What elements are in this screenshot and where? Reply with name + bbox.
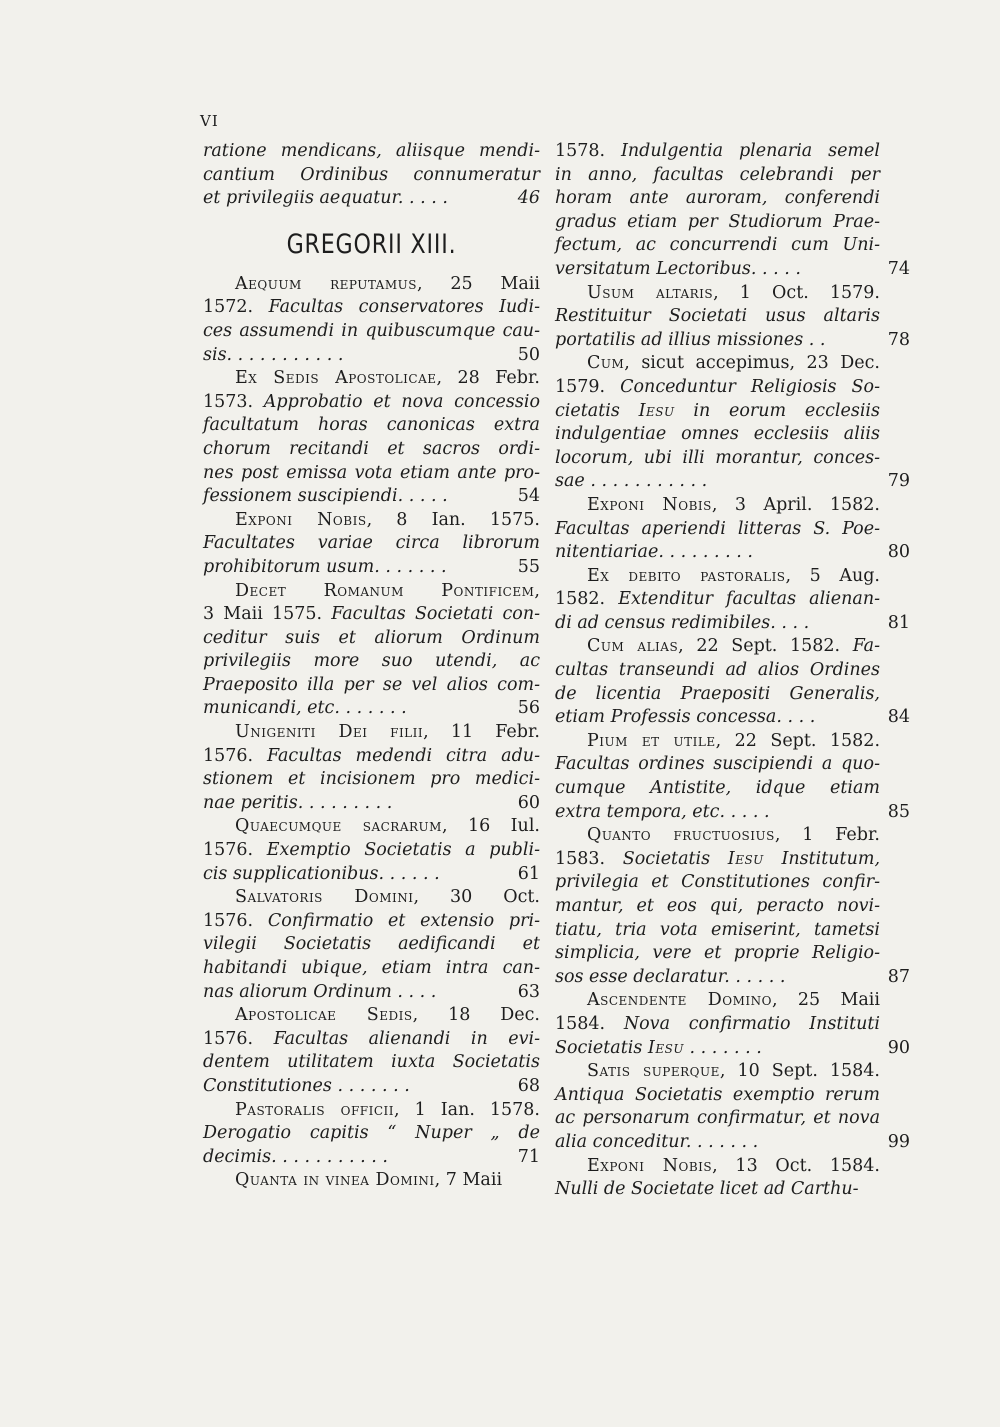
incipit-words: Cum alias	[587, 636, 679, 657]
line-text: 3 Maii 1575. Facultas Societati con-	[203, 604, 541, 625]
line-text: horam ante auroram, conferendi	[555, 188, 880, 209]
text-line	[203, 296, 540, 320]
text-line	[203, 697, 540, 721]
entry-incipit	[203, 367, 540, 391]
incipit-date: , 22 Sept. 1582.	[678, 636, 853, 657]
text-line	[555, 518, 880, 542]
text-line	[555, 753, 880, 777]
page-reference: 87	[887, 966, 910, 987]
line-text: cumque Antistite, idque etiam	[555, 778, 880, 799]
incipit-date: , sicut accepimus, 23 Dec.	[624, 353, 880, 374]
text-line	[555, 234, 880, 258]
text-line	[555, 801, 910, 825]
index-entry	[203, 367, 540, 509]
text-line: et privilegiis aequatur. . . . . 46	[203, 187, 540, 211]
incipit-words: Decet Romanum Pontificem	[235, 580, 535, 601]
line-text: fessionem suscipiendi. . . . .	[203, 486, 448, 507]
index-entry	[555, 494, 910, 565]
text-line	[203, 344, 540, 368]
incipit-words: Exponi Nobis	[587, 1155, 713, 1176]
text-line	[555, 683, 880, 707]
line-text: Restituitur Societati usus altaris	[555, 306, 880, 327]
entry-incipit	[203, 721, 540, 745]
line-text: stionem et incisionem pro medici-	[203, 769, 540, 790]
line-text: etiam Professis concessa. . . .	[555, 707, 816, 728]
text-line	[203, 839, 540, 863]
page-reference: 85	[887, 801, 910, 822]
incipit-words: Unigeniti Dei filii	[235, 722, 424, 743]
page-reference: 74	[887, 258, 910, 279]
text-line	[555, 305, 880, 329]
index-entry	[203, 509, 540, 580]
text-line	[203, 1075, 540, 1099]
incipit-words: Usum altaris	[587, 282, 714, 303]
right-entries	[555, 282, 910, 1202]
page-reference: 50	[517, 344, 540, 365]
entry-incipit	[203, 1169, 540, 1193]
incipit-words: Apostolicae Sedis	[235, 1005, 413, 1026]
line-text: Derogatio capitis “ Nuper „ de	[203, 1123, 540, 1144]
page-reference: 71	[517, 1146, 540, 1167]
line-text: in anno, facultas celebrandi per	[555, 164, 880, 185]
line-text: nitentiariae. . . . . . . . .	[555, 542, 753, 563]
page-reference: 46	[517, 188, 540, 209]
incipit-date: , 16 Iul.	[441, 816, 540, 837]
text-line	[555, 612, 910, 636]
incipit-words: Pastoralis officii	[235, 1099, 395, 1120]
text-line	[555, 848, 880, 872]
text-line	[555, 1084, 880, 1108]
left-entries	[203, 273, 540, 1193]
text-line	[555, 777, 880, 801]
text-line	[203, 414, 540, 438]
page-reference: 79	[887, 471, 910, 492]
line-text: facultatum horas canonicas extra	[203, 415, 540, 436]
entry-incipit: Cum alias, 22 Sept. 1582. Fa-	[587, 636, 880, 657]
page-reference: 99	[887, 1131, 910, 1152]
line-text: gradus etiam per Studiorum Prae-	[555, 211, 880, 232]
entry-incipit	[203, 580, 540, 604]
line-text: privilegia et Constitutiones confir-	[555, 872, 880, 893]
text-line	[203, 1122, 540, 1146]
entry-incipit	[555, 824, 880, 848]
entry-incipit	[203, 1099, 540, 1123]
text-line	[203, 320, 540, 344]
index-entry	[555, 565, 910, 636]
page-reference: 90	[887, 1037, 910, 1058]
line-text: Constitutiones . . . . . . .	[203, 1075, 410, 1096]
entry-incipit	[203, 886, 540, 910]
line-text: vilegii Societatis aedificandi et	[203, 934, 540, 955]
line-text: di ad census redimibiles. . . .	[555, 612, 810, 633]
incipit-words: Exponi Nobis	[587, 494, 712, 515]
text-line	[555, 1178, 880, 1202]
index-entry	[555, 635, 910, 729]
incipit-date: , 8 Ian. 1575.	[366, 509, 540, 530]
text-line	[555, 1013, 880, 1037]
text-line	[555, 164, 880, 188]
line-text: 1583. Societatis Iesu Institutum,	[555, 848, 881, 869]
text-line	[203, 438, 540, 462]
text-line	[555, 211, 880, 235]
incipit-date: , 10 Sept. 1584.	[719, 1061, 880, 1082]
line-text: cis supplicationibus. . . . . .	[203, 863, 440, 884]
page-reference: 55	[517, 556, 540, 577]
entry-incipit	[555, 1060, 880, 1084]
line-text: 1576. Facultas medendi citra adu-	[203, 745, 540, 766]
index-entry	[555, 282, 910, 353]
line-text: decimis. . . . . . . . . . .	[203, 1146, 388, 1167]
line-text: cultas transeundi ad alios Ordines	[555, 660, 880, 681]
incipit-words: Ascendente Domino	[587, 990, 772, 1011]
entry-incipit	[555, 989, 880, 1013]
line-text: Facultates variae circa librorum	[203, 533, 540, 554]
entry-incipit	[555, 565, 880, 589]
text-line	[555, 1131, 910, 1155]
line-text: mantur, et eos qui, peracto novi-	[555, 896, 880, 916]
incipit-words: Quanta in vinea Domini	[235, 1170, 435, 1191]
text-line	[203, 627, 540, 651]
line-text: privilegiis more suo utendi, ac	[203, 651, 540, 672]
line-text: 1582. Extenditur facultas alienan-	[555, 589, 881, 610]
incipit-words: Satis superque	[587, 1061, 720, 1082]
line-text: Praeposito illa per se vel alios com-	[203, 674, 540, 695]
text-line	[555, 871, 880, 895]
incipit-date: , 11 Febr.	[423, 722, 540, 743]
text-line	[203, 1146, 540, 1170]
text-line	[203, 863, 540, 887]
text-line	[555, 423, 880, 447]
page-reference: 68	[517, 1075, 540, 1096]
text-line	[555, 895, 880, 919]
line-text: 1572. Facultas conservatores Iudi-	[203, 297, 540, 318]
text-line	[203, 650, 540, 674]
entry-incipit	[203, 1004, 540, 1028]
incipit-date: , 7 Maii	[434, 1170, 503, 1191]
line-text: alia conceditur. . . . . . .	[555, 1131, 759, 1152]
text-line	[203, 792, 540, 816]
index-entry	[555, 352, 910, 494]
line-text: habitandi ubique, etiam intra can-	[203, 958, 540, 978]
line-text: 1579. Conceduntur Religiosis So-	[555, 376, 880, 397]
incipit-words: Cum	[587, 353, 625, 374]
text-line	[203, 745, 540, 769]
line-text: chorum recitandi et sacros ordi-	[203, 438, 540, 459]
line-text: ac personarum confirmatur, et nova	[555, 1108, 880, 1129]
index-entry	[203, 886, 540, 1004]
incipit-date: ,	[534, 580, 540, 601]
index-entry	[203, 815, 540, 886]
index-entry	[555, 824, 910, 989]
entry-incipit	[203, 509, 540, 533]
page-reference: 81	[887, 612, 910, 633]
text-line	[203, 603, 540, 627]
incipit-date: , 25 Maii	[416, 273, 540, 294]
entry-incipit	[203, 273, 540, 297]
index-entry	[203, 273, 540, 367]
index-entry	[203, 1169, 540, 1193]
line-text: municandi, etc. . . . . . .	[203, 698, 407, 719]
index-entry	[555, 989, 910, 1060]
text-line	[555, 376, 880, 400]
index-entry	[203, 1004, 540, 1098]
text-line	[555, 470, 910, 494]
line-text: tiatu, tria vota emiserint, tametsi	[555, 919, 880, 940]
index-entry	[203, 1099, 540, 1170]
text-line: cantium Ordinibus connumeratur	[203, 164, 540, 185]
text-line	[203, 933, 540, 957]
line-text: 1578. Indulgentia plenaria semel	[555, 141, 880, 161]
text-line	[555, 966, 910, 990]
line-text: sos esse declaratur. . . . . .	[555, 966, 786, 987]
text-line	[555, 400, 880, 424]
text-line	[203, 485, 540, 509]
incipit-date: , 18 Dec.	[412, 1005, 540, 1026]
text-line	[555, 919, 880, 943]
line-text: dentem utilitatem iuxta Societatis	[203, 1052, 540, 1073]
text-line	[203, 391, 540, 415]
text-line	[203, 1051, 540, 1075]
page-reference: 60	[517, 792, 540, 813]
right-intro-lines	[555, 140, 910, 282]
text-line	[555, 329, 910, 353]
text-line	[555, 541, 910, 565]
text-line	[203, 674, 540, 698]
text-line	[203, 768, 540, 792]
text-line	[555, 706, 910, 730]
line-text: sae . . . . . . . . . . .	[555, 471, 708, 492]
line-text: Antiqua Societatis exemptio rerum	[555, 1084, 880, 1105]
text-line	[203, 532, 540, 556]
incipit-words: Quanto fructuosius	[587, 825, 775, 846]
page-reference: 80	[887, 542, 910, 563]
incipit-date: , 1 Ian. 1578.	[394, 1099, 540, 1120]
page-reference: 63	[517, 981, 540, 1002]
line-text: Facultas aperiendi litteras S. Poe-	[555, 518, 880, 539]
text-line	[203, 462, 540, 486]
text-line	[555, 258, 910, 282]
text-line	[555, 1037, 910, 1061]
line-text: de licentia Praepositi Generalis,	[555, 683, 880, 704]
line-text: ces assumendi in quibuscumque cau-	[203, 320, 540, 341]
line-text: indulgentiae omnes ecclesiis aliis	[555, 424, 880, 445]
line-text: 1584. Nova confirmatio Instituti	[555, 1013, 880, 1034]
incipit-date: , 1 Oct. 1579.	[713, 282, 880, 303]
line-text: cietatis Iesu in eorum ecclesiis	[555, 400, 880, 421]
text-line	[203, 556, 540, 580]
page-reference: 78	[887, 329, 910, 350]
text-line	[203, 910, 540, 934]
line-text: nas aliorum Ordinum . . . .	[203, 981, 437, 1002]
incipit-words: Aequum reputamus	[235, 273, 417, 294]
line-text: simplicia, vere et proprie Religio-	[555, 943, 880, 964]
index-entry	[203, 721, 540, 815]
incipit-words: Pium et utile	[587, 730, 716, 751]
line-text: Facultas ordines suscipiendi a quo-	[555, 754, 880, 775]
right-column	[555, 140, 910, 1202]
entry-incipit	[555, 352, 880, 376]
line-text: 1576. Facultas alienandi in evi-	[203, 1028, 540, 1049]
line-text: Societatis Iesu . . . . . . .	[555, 1037, 762, 1058]
entry-incipit	[555, 730, 880, 754]
left-intro-entry	[203, 140, 540, 211]
text-line	[203, 1028, 540, 1052]
page-reference: 61	[517, 863, 540, 884]
line-text: locorum, ubi illi morantur, conces-	[555, 447, 880, 468]
incipit-words: Ex debito pastoralis	[587, 565, 786, 586]
incipit-date: , 1 Febr.	[774, 825, 880, 846]
incipit-date: , 30 Oct.	[413, 887, 540, 908]
entry-incipit	[555, 1155, 880, 1179]
entry-incipit	[555, 494, 880, 518]
incipit-words: Salvatoris Domini	[235, 887, 414, 908]
line-text: nae peritis. . . . . . . . .	[203, 792, 393, 813]
line-text: 1576. Confirmatio et extensio pri-	[203, 910, 540, 931]
line-text: Nulli de Societate licet ad Carthu-	[555, 1179, 859, 1200]
page-reference: 84	[887, 707, 910, 728]
left-column	[203, 140, 540, 1193]
text-line	[203, 957, 540, 981]
incipit-date: , 5 Aug.	[785, 565, 880, 586]
text-line	[555, 447, 880, 471]
incipit-date: , 22 Sept. 1582.	[715, 730, 881, 751]
text-line	[203, 981, 540, 1005]
incipit-words: Exponi Nobis	[235, 509, 367, 530]
entry-incipit	[203, 815, 540, 839]
index-entry	[555, 1155, 880, 1202]
line-text: extra tempora, etc. . . . .	[555, 801, 770, 822]
text-line	[555, 1107, 880, 1131]
line-text: prohibitorum usum. . . . . . .	[203, 556, 447, 577]
text-line	[555, 187, 880, 211]
line-text: sis. . . . . . . . . . .	[203, 344, 344, 365]
page-reference: 56	[517, 698, 540, 719]
incipit-date: , 3 April. 1582.	[711, 494, 880, 515]
line-text: ceditur suis et aliorum Ordinum	[203, 627, 540, 648]
entry-incipit	[555, 282, 880, 306]
incipit-words: Quaecumque sacrarum	[235, 816, 442, 837]
line-text: nes post emissa vota etiam ante pro-	[203, 462, 540, 483]
incipit-date: , 13 Oct. 1584.	[712, 1155, 880, 1176]
section-heading: GREGORII XIII.	[286, 228, 457, 260]
incipit-date: , 25 Maii	[772, 990, 880, 1011]
line-text: portatilis ad illius missiones . .	[555, 329, 826, 350]
line-text: fectum, ac concurrendi cum Uni-	[555, 235, 880, 256]
text-line: ratione mendicans, aliisque mendi-	[203, 141, 540, 161]
index-entry	[555, 730, 910, 824]
text-line	[555, 942, 880, 966]
text-line	[555, 140, 880, 164]
line-text: 1576. Exemptio Societatis a publi-	[203, 840, 540, 861]
index-entry	[203, 580, 540, 722]
line-text: versitatum Lectoribus. . . . .	[555, 258, 801, 279]
page-number: VI	[200, 112, 219, 130]
page-reference: 54	[517, 486, 540, 507]
line-text: 1573. Approbatio et nova concessio	[203, 391, 540, 412]
text-line	[555, 588, 880, 612]
index-entry	[555, 1060, 910, 1154]
incipit-date: , 28 Febr.	[436, 368, 540, 389]
text-line	[555, 659, 880, 683]
incipit-words: Ex Sedis Apostolicae	[235, 368, 437, 389]
